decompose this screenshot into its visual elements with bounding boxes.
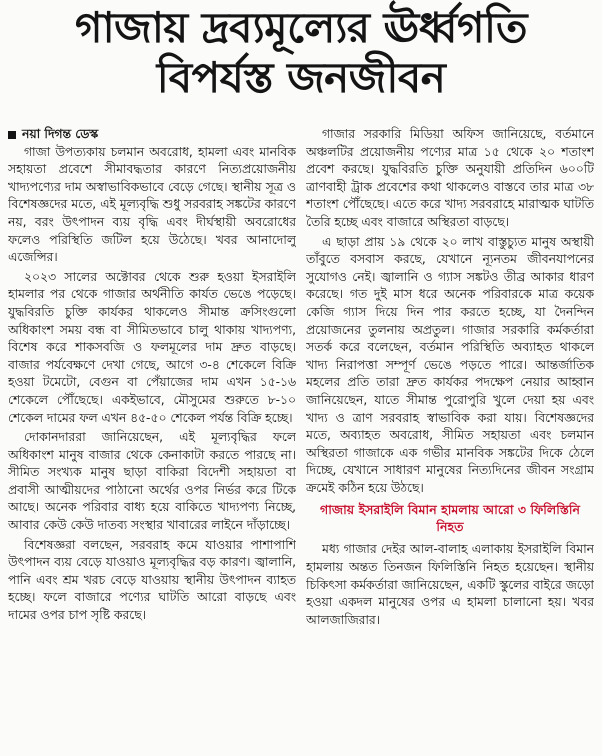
headline-line-2: বিপর্যস্ত জনজীবন — [156, 53, 446, 103]
paragraph: ২০২৩ সালের অক্টোবর থেকে শুরু হওয়া ইসরাইলি হামলার পর থেকে গাজার অর্থনীতি কার্যত ভেঙে পড়েছে। যুদ্ধবিরতি চুক্তি কার্যকর থাকলেও সীমান্ত ক্রসিংগুলো অধিকাংশ সময় বন্ধ বা সীমিতভাবে চালু থাকায় খাদ্যপণ্য, বিশেষ করে শাকসবজি ও ফলমূলের দাম দ্রুত বাড়ছে। বাজার পর্যবেক্ষণে দেখা গেছে, আগে ৩-৪ শেকেলে বিক্রি হওয়া টমেটো, বেগুন বা পেঁয়াজের দাম এখন ১৫-১৬ শেকেলে পৌঁছেছে। একইভাবে, মৌসুমের শুরুতে ৮-১০ শেকেল দামের ফল এখন ৪৫-৫০ শেকেল পর্যন্ত বিক্রি হচ্ছে। — [8, 269, 296, 425]
headline — [0, 0, 602, 103]
byline-square-icon — [8, 131, 16, 139]
byline — [8, 126, 296, 144]
paragraph: বিশেষজ্ঞরা বলছেন, সরবরাহ কমে যাওয়ার পাশাপাশি উৎপাদন ব্যয় বেড়ে যাওয়াও মূল্যবৃদ্ধির বড় কারণ। জ্বালানি, পানি এবং শ্রম খরচ বেড়ে যাওয়ায় স্থানীয় উৎপাদন ব্যাহত হচ্ছে। ফলে বাজারে পণ্যের ঘাটতি আরো বাড়ছে এবং দামের ওপর চাপ সৃষ্টি করছে। — [8, 537, 296, 623]
article-columns — [8, 126, 594, 756]
headline-line-1: গাজায় দ্রব্যমূল্যের ঊর্ধ্বগতি — [74, 3, 528, 52]
paragraph: মধ্য গাজার দেইর আল-বালাহ এলাকায় ইসরাইলি বিমান হামলায় অন্তত তিনজন ফিলিস্তিনি নিহত হয়েছেন। স্থানীয় চিকিৎসা কর্মকর্তারা জানিয়েছেন, একটি স্কুলের বাইরে জড়ো হওয়া একদল মানুষের ওপর এ হামলা চালানো হয়। খবর আলজাজিরার। — [306, 542, 594, 627]
paragraph: এ ছাড়া প্রায় ১৯ থেকে ২০ লাখ বাস্তুচ্যুত মানুষ অস্থায়ী তাঁবুতে বসবাস করছে, যেখানে ন্যূনতম জীবনযাপনের সুযোগও নেই। জ্বালানি ও গ্যাস সঙ্কটও তীব্র আকার ধারণ করেছে। গত দুই মাস ধরে অনেক পরিবারকে মাত্র কয়েক কেজি গ্যাস দিয়ে দিন পার করতে হচ্ছে, যা দৈনন্দিন প্রয়োজনের তুলনায় অপ্রতুল। গাজার সরকারি কর্মকর্তারা সতর্ক করে বলেছেন, বর্তমান পরিস্থিতি অব্যাহত থাকলে খাদ্য নিরাপত্তা সম্পূর্ণ ভেঙে পড়তে পারে। আন্তর্জাতিক মহলের প্রতি তারা দ্রুত কার্যকর পদক্ষেপ নেয়ার আহ্বান জানিয়েছেন, যাতে সীমান্ত পুরোপুরি খুলে দেয়া হয় এবং খাদ্য ও ত্রাণ সরবরাহ স্বাভাবিক করা যায়। বিশেষজ্ঞদের মতে, অব্যাহত অবরোধ, সীমিত সহায়তা এবং চলমান অস্থিরতা গাজাকে এক গভীর মানবিক সঙ্কটের দিকে ঠেলে দিচ্ছে, যেখানে সাধারণ মানুষের নিত্যদিনের জীবন সংগ্রাম ক্রমেই কঠিন হয়ে উঠছে। — [306, 234, 594, 495]
subheadline: গাজায় ইসরাইলি বিমান হামলায় আরো ৩ ফিলিস্তিনি নিহত — [319, 502, 581, 535]
byline-text: নয়া দিগন্ত ডেস্ক — [22, 127, 99, 141]
paragraph: গাজার সরকারি মিডিয়া অফিস জানিয়েছে, বর্তমানে অঞ্চলটির প্রয়োজনীয় পণ্যের মাত্র ১৫ থেকে ২০ শতাংশ প্রবেশ করছে। যুদ্ধবিরতি চুক্তি অনুযায়ী প্রতিদিন ৬০০টি ত্রাণবাহী ট্রাক প্রবেশের কথা থাকলেও বাস্তবে তার মাত্র ৩৮ শতাংশ পৌঁছেছে। এতে করে খাদ্য সরবরাহে মারাত্মক ঘাটতি তৈরি হচ্ছে এবং বাজারে অস্থিরতা বাড়ছে। — [306, 127, 594, 229]
paragraph: গাজা উপত্যকায় চলমান অবরোধ, হামলা এবং মানবিক সহায়তা প্রবেশে সীমাবদ্ধতার কারণে নিত্যপ্রয়োজনীয় খাদ্যপণ্যের দাম অস্বাভাবিকভাবে বেড়ে গেছে। স্থানীয় সূত্র ও বিশেষজ্ঞদের মতে, এই মূল্যবৃদ্ধি শুধু সরবরাহ সঙ্কটের কারণে নয়, বরং উৎপাদন ব্যয় বৃদ্ধি এবং দীর্ঘস্থায়ী অবরোধের ফলেও পরিস্থিতি জটিল হয়ে উঠেছে। খবর আনাদোলু এজেন্সির। — [8, 144, 296, 265]
paragraph: দোকানদাররা জানিয়েছেন, এই মূল্যবৃদ্ধির ফলে অধিকাংশ মানুষ বাজার থেকে কেনাকাটা করতে পারছে না। সীমিত সংখ্যক মানুষ ছাড়া বাকিরা বিদেশী সহায়তা বা প্রবাসী আত্মীয়দের পাঠানো অর্থের ওপর নির্ভর করে টিকে আছে। অনেক পরিবার বাধ্য হয়ে বাকিতে খাদ্যপণ্য নিচ্ছে, আবার কেউ কেউ দাতব্য সংস্থার খাবারের লাইনে দাঁড়াচ্ছে। — [8, 430, 296, 533]
left-column — [8, 126, 296, 756]
right-column — [306, 126, 594, 756]
